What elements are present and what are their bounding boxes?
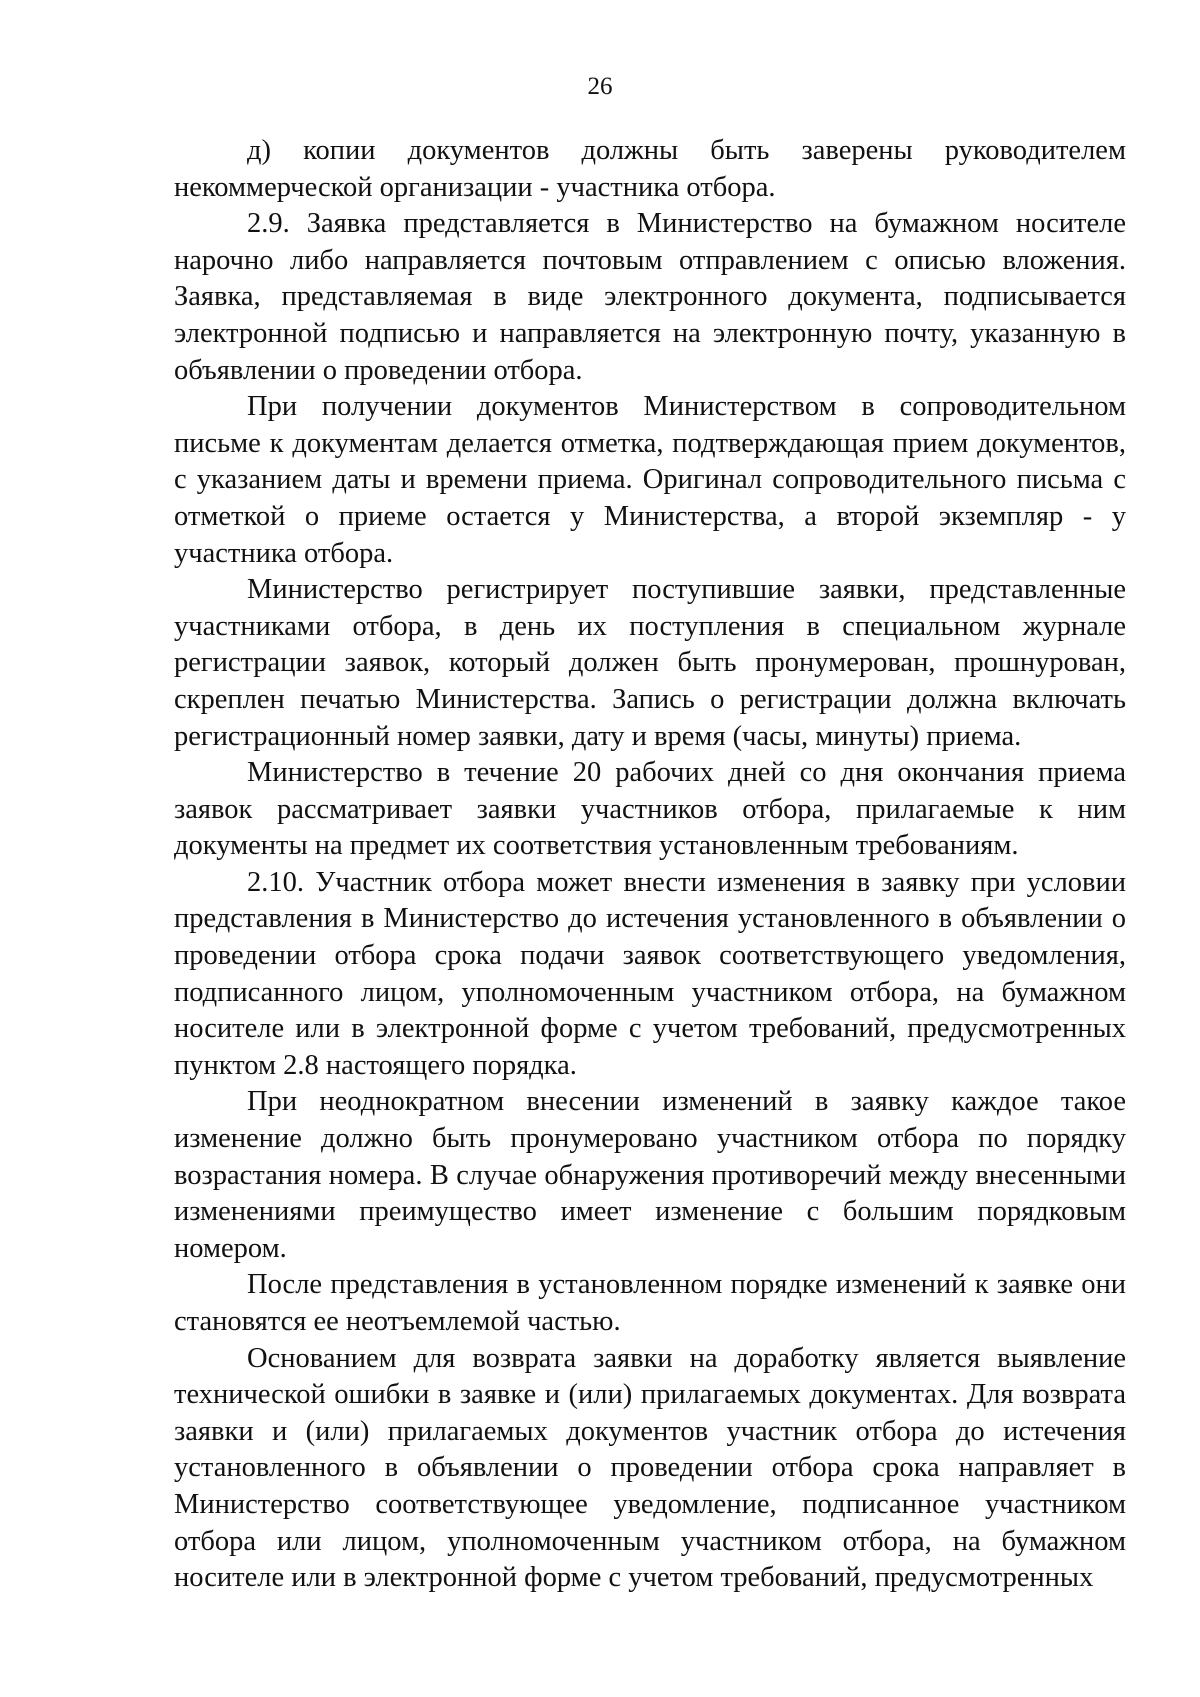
paragraph: Основанием для возврата заявки на доработку является выявление технической ошибки в заявке и (или) прилагаемых документах. Для возврата заявки и (или) прилагаемых документов участник отбора до истечения установленного в объявлении о проведении отбора срока направляет в Министерство соответствующее уведомление, подписанное участником отбора или лицом, уполномоченным участником отбора, на бумажном носителе или в электронной форме с учетом требований, предусмотренных — [174, 1342, 1126, 1594]
paragraph: 2.9. Заявка представляется в Министерство на бумажном носителе нарочно либо направляется почтовым отправлением с описью вложения. Заявка, представляемая в виде электронного документа, подписывается электронной подписью и направляется на электронную почту, указанную в объявлении о проведении отбора. — [174, 208, 1126, 386]
paragraph: При неоднократном внесении изменений в заявку каждое такое изменение должно быть пронумеровано участником отбора по порядку возрастания номера. В случае обнаружения противоречий между внесенными изменениями преимущество имеет изменение с большим порядковым номером. — [174, 1086, 1126, 1264]
page-number: 26 — [587, 73, 613, 100]
paragraph: После представления в установленном порядке изменений к заявке они становятся ее неотъемлемой частью. — [174, 1269, 1126, 1337]
paragraph: Министерство в течение 20 рабочих дней со дня окончания приема заявок рассматривает заявки участников отбора, прилагаемые к ним документы на предмет их соответствия установленным требованиям. — [174, 757, 1126, 862]
paragraph: При получении документов Министерством в сопроводительном письме к документам делается отметка, подтверждающая прием документов, с указанием даты и времени приема. Оригинал сопроводительного письма с отметкой о приеме остается у Министерства, а второй экземпляр - у участника отбора. — [174, 391, 1126, 569]
paragraph: д) копии документов должны быть заверены руководителем некоммерческой организации - участника отбора. — [174, 135, 1126, 203]
paragraph: Министерство регистрирует поступившие заявки, представленные участниками отбора, в день их поступления в специальном журнале регистрации заявок, который должен быть пронумерован, прошнурован, скреплен печатью Министерства. Запись о регистрации должна включать регистрационный номер заявки, дату и время (часы, минуты) приема. — [174, 574, 1126, 752]
paragraph: 2.10. Участник отбора может внести изменения в заявку при условии представления в Министерство до истечения установленного в объявлении о проведении отбора срока подачи заявок соответствующего уведомления, подписанного лицом, уполномоченным участником отбора, на бумажном носителе или в электронной форме с учетом требований, предусмотренных пунктом 2.8 настоящего порядка. — [174, 866, 1126, 1081]
body-text — [174, 133, 1126, 1597]
